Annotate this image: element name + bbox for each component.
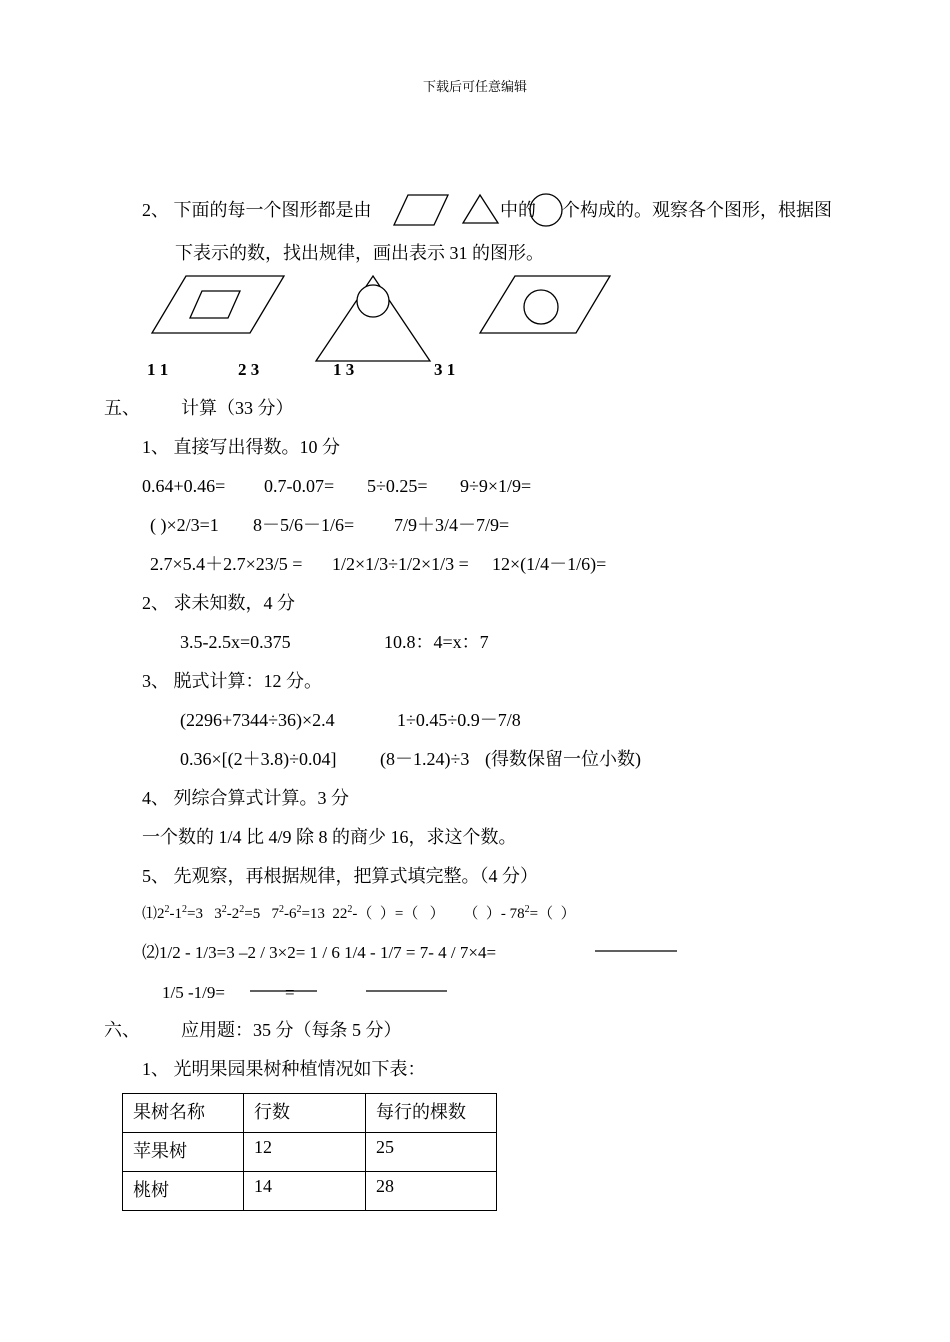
expr-2: 1÷0.45÷0.9－7/8 <box>397 710 521 730</box>
table-cell: 25 <box>366 1133 497 1172</box>
s5-p4-text: 一个数的 1/4 比 4/9 除 8 的商少 16，求这个数。 <box>142 827 517 847</box>
s5-p3-title: 3、 脱式计算：12 分。 <box>142 671 322 691</box>
figure-label-4: 3 1 <box>434 360 456 379</box>
table-header: 每行的棵数 <box>366 1094 497 1133</box>
table-cell: 桃树 <box>123 1172 244 1211</box>
s5-p5-title: 5、 先观察，再根据规律，把算式填完整。（4 分） <box>142 866 538 886</box>
section-6-title: 应用题：35 分（每条 5 分） <box>181 1020 402 1040</box>
table-header-row <box>123 1094 497 1133</box>
q2-line2: 下表示的数，找出规律，画出表示 31 的图形。 <box>175 243 544 263</box>
pattern-line-3-eq: = <box>285 983 295 1002</box>
calc-r2-2: 8－5/6－1/6= <box>253 515 355 535</box>
expr-1: (2296+7344÷36)×2.4 <box>180 710 335 730</box>
calc-r3-1: 2.7×5.4＋2.7×23/5 = <box>150 554 303 574</box>
calc-r3-2: 1/2×1/3÷1/2×1/3 = <box>332 554 469 574</box>
calc-r3-3: 12×(1/4－1/6)= <box>492 554 607 574</box>
expr-3: 0.36×[(2＋3.8)÷0.04] <box>180 749 337 769</box>
calc-r1-1: 0.64+0.46= <box>142 476 226 496</box>
calc-r1-3: 5÷0.25= <box>367 476 428 496</box>
s5-p1-title: 1、 直接写出得数。10 分 <box>142 437 340 457</box>
expr-4: (8－1.24)÷3 <box>380 749 470 769</box>
calc-r2-3: 7/9＋3/4－7/9= <box>394 515 510 535</box>
expr-4-note: (得数保留一位小数) <box>485 749 641 769</box>
figure-label-1: 1 1 <box>147 360 169 379</box>
table-row <box>123 1133 497 1172</box>
table-cell: 12 <box>244 1133 366 1172</box>
table-header: 行数 <box>244 1094 366 1133</box>
calc-r2-1: ( )×2/3=1 <box>150 515 219 535</box>
table-cell: 28 <box>366 1172 497 1211</box>
table-cell: 14 <box>244 1172 366 1211</box>
q2-line1-a: 2、 下面的每一个图形都是由 <box>142 200 372 220</box>
calc-r1-4: 9÷9×1/9= <box>460 476 532 496</box>
pattern-line-2: ⑵1/2 - 1/3=3 –2 / 3×2= 1 / 6 1/4 - 1/7 = 7- 4 / 7×4= <box>142 943 497 962</box>
section-6-number: 六、 <box>104 1020 140 1040</box>
table-row <box>123 1172 497 1211</box>
calc-r1-2: 0.7-0.07= <box>264 476 335 496</box>
section-5-number: 五、 <box>104 398 140 418</box>
table-cell: 苹果树 <box>123 1133 244 1172</box>
section-5-title: 计算（33 分） <box>181 398 294 418</box>
page-header: 下载后可任意编辑 <box>422 79 527 94</box>
table-header: 果树名称 <box>123 1094 244 1133</box>
equation-2: 10.8：4=x：7 <box>384 632 489 652</box>
pattern-line-3: 1/5 -1/9= <box>162 983 225 1002</box>
figure-label-2: 2 3 <box>238 360 260 379</box>
q2-line1-b: 中的 <box>500 200 536 220</box>
pattern-line-1: $⑴2^2-1^2=3$ $3^2-2^2=5$ $7^2-6^2=13$ $22^2-$（ ）=（ ） （ ）- $78^2=$（ ） <box>142 904 576 922</box>
orchard-table <box>122 1093 497 1211</box>
s5-p4-title: 4、 列综合算式计算。3 分 <box>142 788 349 808</box>
s6-p1-title: 1、 光明果园果树种植情况如下表： <box>142 1059 426 1079</box>
s5-p2-title: 2、 求未知数，4 分 <box>142 593 295 613</box>
figure-label-3: 1 3 <box>333 360 355 379</box>
equation-1: 3.5-2.5x=0.375 <box>180 632 291 652</box>
q2-line1-c: 个构成的。观察各个图形，根据图 <box>562 200 832 220</box>
